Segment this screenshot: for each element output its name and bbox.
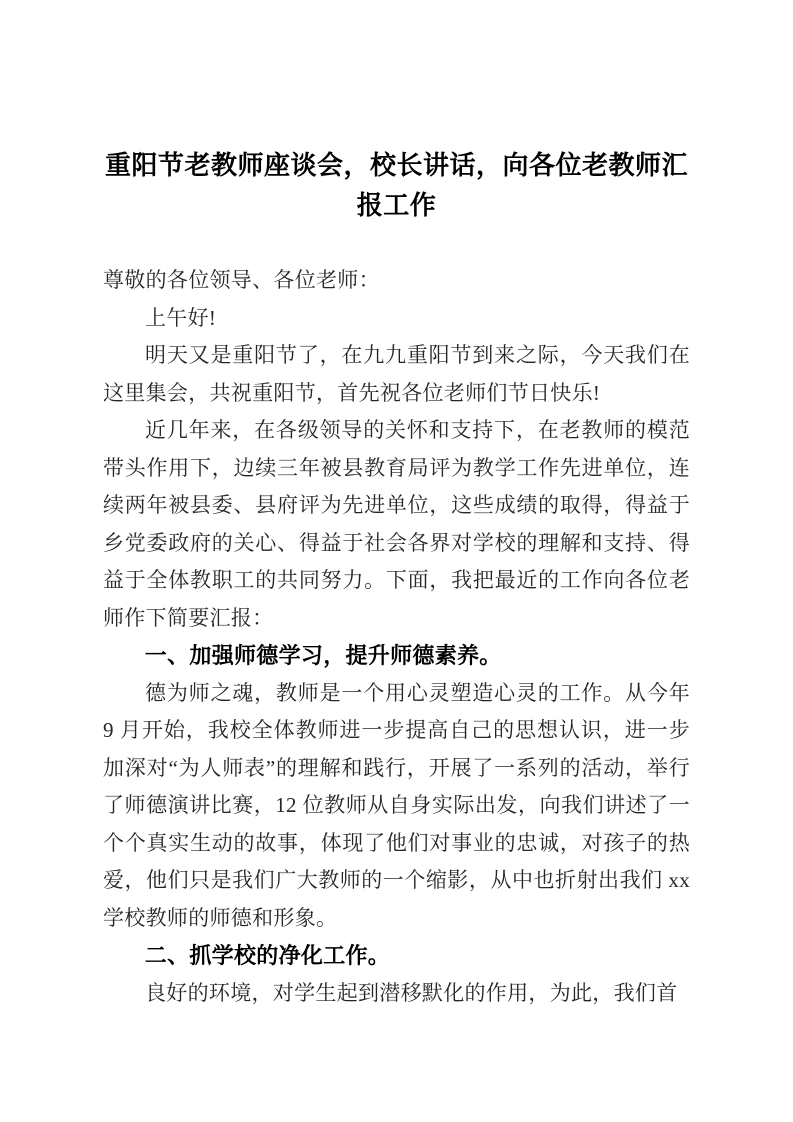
paragraph-section-2: 良好的环境，对学生起到潜移默化的作用，为此，我们首 bbox=[145, 980, 678, 1005]
paragraph-achievements: 近几年来，在各级领导的关怀和支持下，在老教师的模范带头作用下，边续三年被县教育局评为教学工作先进单位，连续两年被县委、县府评为先进单位，这些成绩的取得，得益于乡党委政府的关心、得益于社会各界对学校的理解和支持、得益于全体教职工的共同努力。下面，我把最近的工作向各位老师作下简要汇报： bbox=[103, 418, 690, 630]
paragraph-festival-intro: 明天又是重阳节了，在九九重阳节到来之际，今天我们在这里集会，共祝重阳节，首先祝各位老师们节日快乐! bbox=[103, 343, 690, 405]
salutation: 尊敬的各位领导、各位老师： bbox=[103, 268, 380, 292]
section-heading-2: 二、抓学校的净化工作。 bbox=[144, 943, 391, 968]
paragraph-greeting: 上午好! bbox=[145, 305, 217, 330]
section-heading-1: 一、加强师德学习，提升师德素养。 bbox=[144, 643, 502, 668]
paragraph-section-1: 德为师之魂，教师是一个用心灵塑造心灵的工作。从今年 9 月开始，我校全体教师进一步提高自己的思想认识，进一步加深对“为人师表”的理解和践行，开展了一系列的活动，举行了师德演讲比赛，12 位教师从自身实际出发，向我们讲述了一个个真实生动的故事，体现了他们对事业的忠诚，对孩子的热爱，他们只是我们广大教师的一个缩影，从中也折射出我们 xx 学校教师的师德和形象。 bbox=[103, 680, 690, 930]
document-title: 重阳节老教师座谈会，校长讲话，向各位老教师汇报工作 bbox=[104, 151, 688, 220]
